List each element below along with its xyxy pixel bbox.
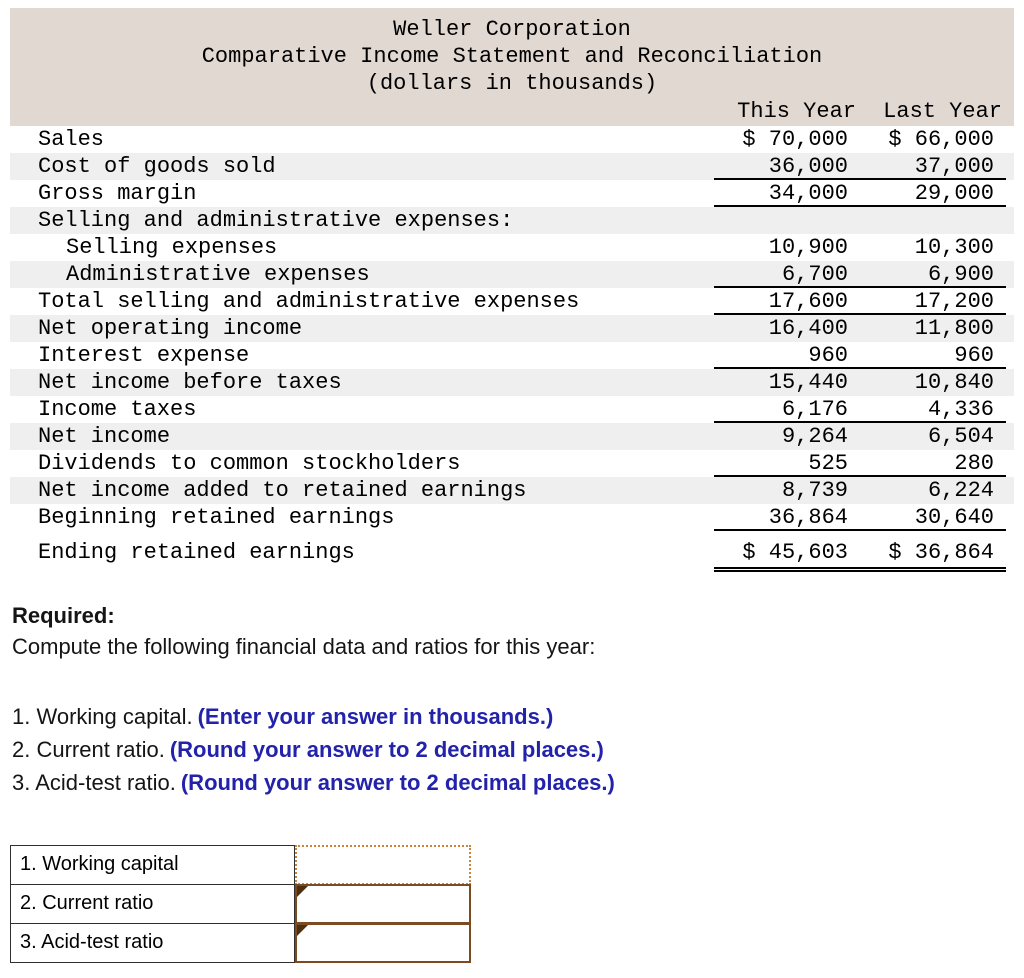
item-text: 3. Acid-test ratio. — [12, 770, 176, 795]
row-dividends: Dividends to common stockholders 525 280 — [10, 450, 1014, 477]
income-statement-table — [10, 8, 1014, 572]
row-income-taxes: Income taxes 6,176 4,336 — [10, 396, 1014, 423]
answer-corner-marker-icon — [297, 925, 308, 936]
required-heading: Required: — [12, 603, 115, 628]
row-selling-admin-header: Selling and administrative expenses: — [10, 207, 1014, 234]
answer-row-acid-test-ratio — [10, 923, 471, 963]
answer-label: 1. Working capital — [10, 845, 295, 885]
required-item-working-capital — [12, 700, 615, 733]
statement-header — [10, 8, 1014, 126]
required-item-current-ratio — [12, 733, 615, 766]
required-intro: Compute the following financial data and ratios for this year: — [12, 634, 596, 659]
row-net-income-added: Net income added to retained earnings 8,739 6,224 — [10, 477, 1014, 504]
item-text: 2. Current ratio. — [12, 737, 165, 762]
row-selling-expenses: Selling expenses 10,900 10,300 — [66, 235, 994, 260]
row-sales: Sales $ 70,000 $ 66,000 — [38, 127, 994, 152]
statement-rows — [10, 126, 1014, 572]
item-text: 1. Working capital. — [12, 704, 193, 729]
current-ratio-cell[interactable] — [295, 884, 471, 924]
item-note: (Enter your answer in thousands.) — [197, 704, 554, 729]
row-cost-of-goods-sold: Cost of goods sold 36,000 37,000 — [10, 153, 1014, 180]
row-net-income: Net income 9,264 6,504 — [10, 423, 1014, 450]
answer-label: 3. Acid-test ratio — [10, 923, 295, 963]
working-capital-cell[interactable] — [295, 845, 471, 885]
col-header-last-year: Last Year — [883, 99, 1002, 124]
answer-table — [10, 845, 471, 963]
row-total-selling-admin: Total selling and administrative expenses 17,600 17,200 — [10, 288, 1014, 315]
current-ratio-input[interactable] — [297, 886, 469, 922]
answer-row-current-ratio — [10, 884, 471, 924]
required-items — [12, 700, 615, 799]
row-administrative-expenses: Administrative expenses 6,700 6,900 — [10, 261, 1014, 288]
acid-test-ratio-input[interactable] — [297, 925, 469, 961]
working-capital-input[interactable] — [297, 847, 469, 883]
required-section — [12, 600, 615, 799]
company-name: Weller Corporation — [393, 17, 631, 42]
statement-title: Comparative Income Statement and Reconciliation — [201, 44, 823, 69]
row-net-operating-income: Net operating income 16,400 11,800 — [10, 315, 1014, 342]
answer-label: 2. Current ratio — [10, 884, 295, 924]
row-net-income-before-taxes: Net income before taxes 15,440 10,840 — [10, 369, 1014, 396]
answer-row-working-capital — [10, 845, 471, 885]
row-gross-margin: Gross margin 34,000 29,000 — [10, 180, 1014, 207]
acid-test-ratio-cell[interactable] — [295, 923, 471, 963]
column-header-row — [10, 97, 1014, 126]
item-note: (Round your answer to 2 decimal places.) — [180, 770, 615, 795]
row-ending-retained-earnings: Ending retained earnings $ 45,603 $ 36,864 — [10, 536, 1014, 572]
row-interest-expense: Interest expense 960 960 — [10, 342, 1014, 369]
statement-subtitle: (dollars in thousands) — [366, 71, 658, 96]
row-beginning-retained-earnings: Beginning retained earnings 36,864 30,640 — [10, 504, 1014, 531]
answer-corner-marker-icon — [297, 886, 308, 897]
col-header-this-year: This Year — [737, 99, 856, 124]
item-note: (Round your answer to 2 decimal places.) — [169, 737, 604, 762]
required-item-acid-test-ratio — [12, 766, 615, 799]
